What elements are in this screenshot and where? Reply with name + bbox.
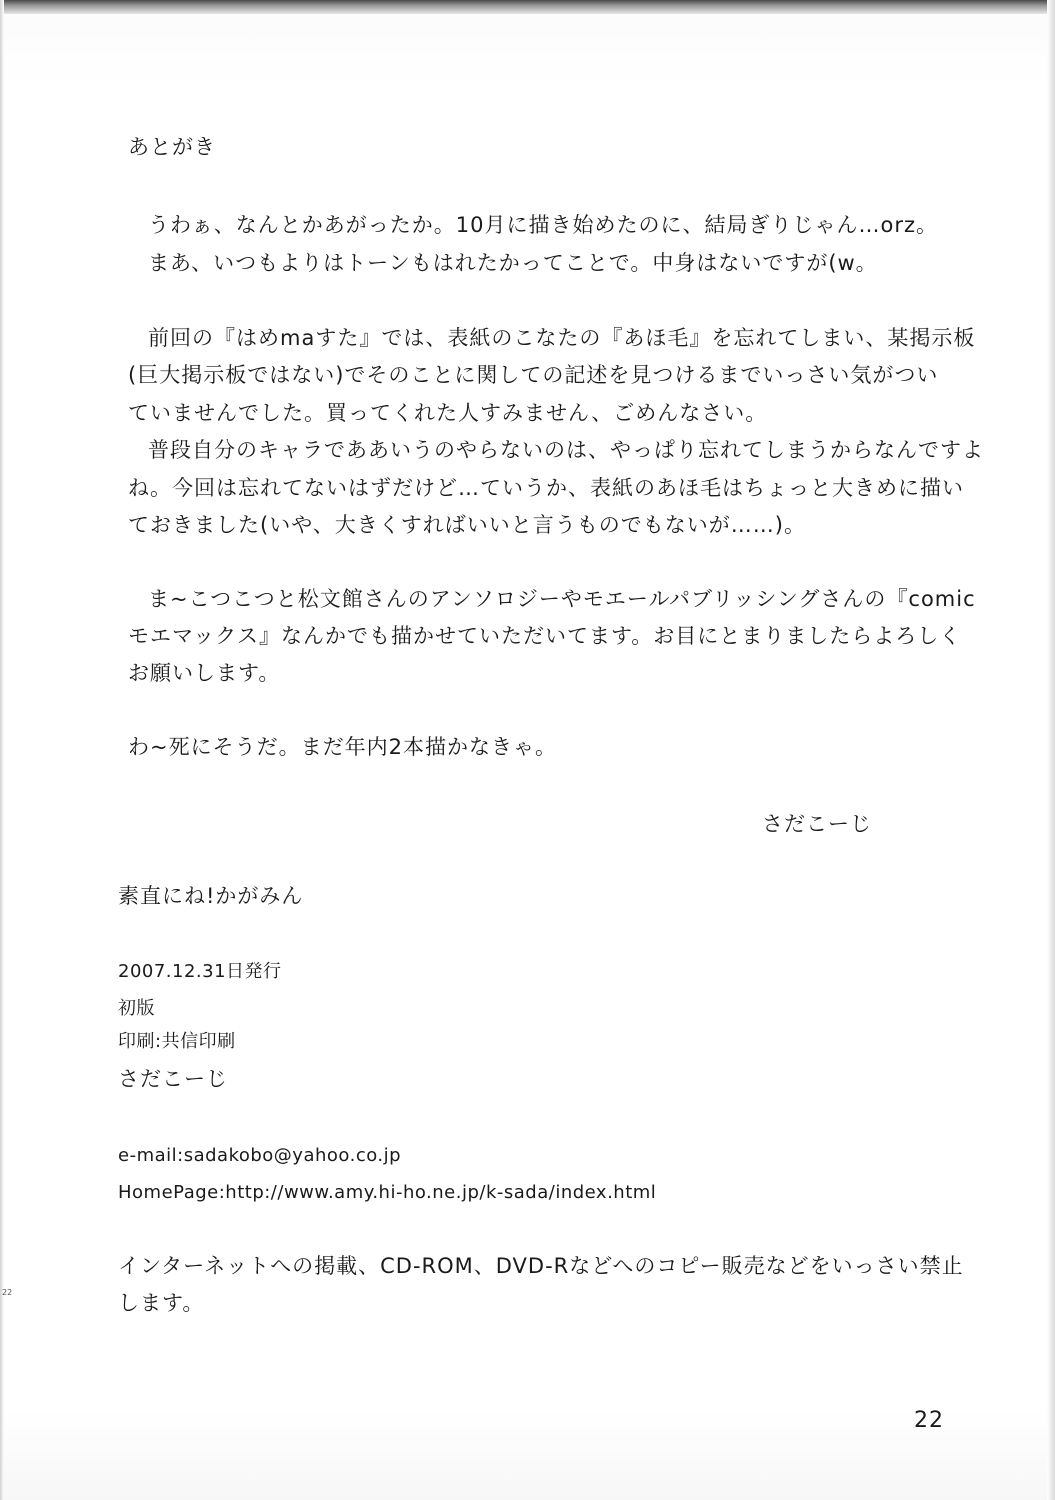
afterword-line: (巨大掲示板ではない)でそのことに関しての記述を見つけるまでいっさい気がつい — [128, 363, 939, 387]
publish-date: 2007.12.31日発行 — [118, 961, 282, 982]
afterword-line: お願いします。 — [128, 661, 281, 685]
afterword-line: ね。今回は忘れてないはずだけど…ていうか、表紙のあほ毛はちょっと大きめに描い — [128, 476, 964, 500]
homepage: HomePage:http://www.amy.hi-ho.ne.jp/k-sada/index.html — [118, 1182, 657, 1203]
copy-notice-line: インターネットへの掲載、CD-ROM、DVD-Rなどへのコピー販売などをいっさい禁止 — [118, 1254, 964, 1278]
afterword-line: ておきました(いや、大きくすればいいと言うものでもないが……)。 — [128, 513, 806, 537]
author: さだこーじ — [118, 1067, 228, 1091]
afterword-line: まあ、いつもよりはトーンもはれたかってことで。中身はないですが(w。 — [148, 251, 878, 275]
afterword-line: モエマックス』なんかでも描かせていただいてます。お目にとまりましたらよろしく — [128, 624, 962, 648]
afterword-line: うわぁ、なんとかあがったか。10月に描き始めたのに、結局ぎりじゃん…orz。 — [148, 213, 939, 237]
afterword-line: 前回の『はめmaすた』では、表紙のこなたの『あほ毛』を忘れてしまい、某掲示板 — [148, 326, 976, 350]
email: e-mail:sadakobo@yahoo.co.jp — [118, 1145, 402, 1166]
afterword-line: わ~死にそうだ。まだ年内2本描かなきゃ。 — [128, 735, 557, 759]
book-title: 素直にね!かがみん — [118, 884, 304, 908]
afterword-line: ていませんでした。買ってくれた人すみません、ごめんなさい。 — [128, 401, 768, 425]
afterword-signature: さだこーじ — [762, 812, 872, 836]
scan-left-edge — [0, 0, 4, 1500]
printer: 印刷:共信印刷 — [118, 1031, 236, 1052]
scan-top-edge — [0, 0, 1055, 14]
afterword-line: ま~こつこつと松文館さんのアンソロジーやモエールパブリッシングさんの『comic — [148, 587, 976, 611]
afterword-line: 普段自分のキャラでああいうのやらないのは、やっぱり忘れてしまうからなんですよ — [148, 438, 984, 462]
scan-right-edge — [1047, 0, 1055, 1500]
page-number: 22 — [914, 1408, 944, 1433]
edition: 初版 — [118, 998, 155, 1019]
gutter-page-mark: 22 — [2, 1288, 13, 1297]
afterword-heading: あとがき — [128, 135, 216, 159]
copy-notice-line: します。 — [118, 1291, 205, 1315]
